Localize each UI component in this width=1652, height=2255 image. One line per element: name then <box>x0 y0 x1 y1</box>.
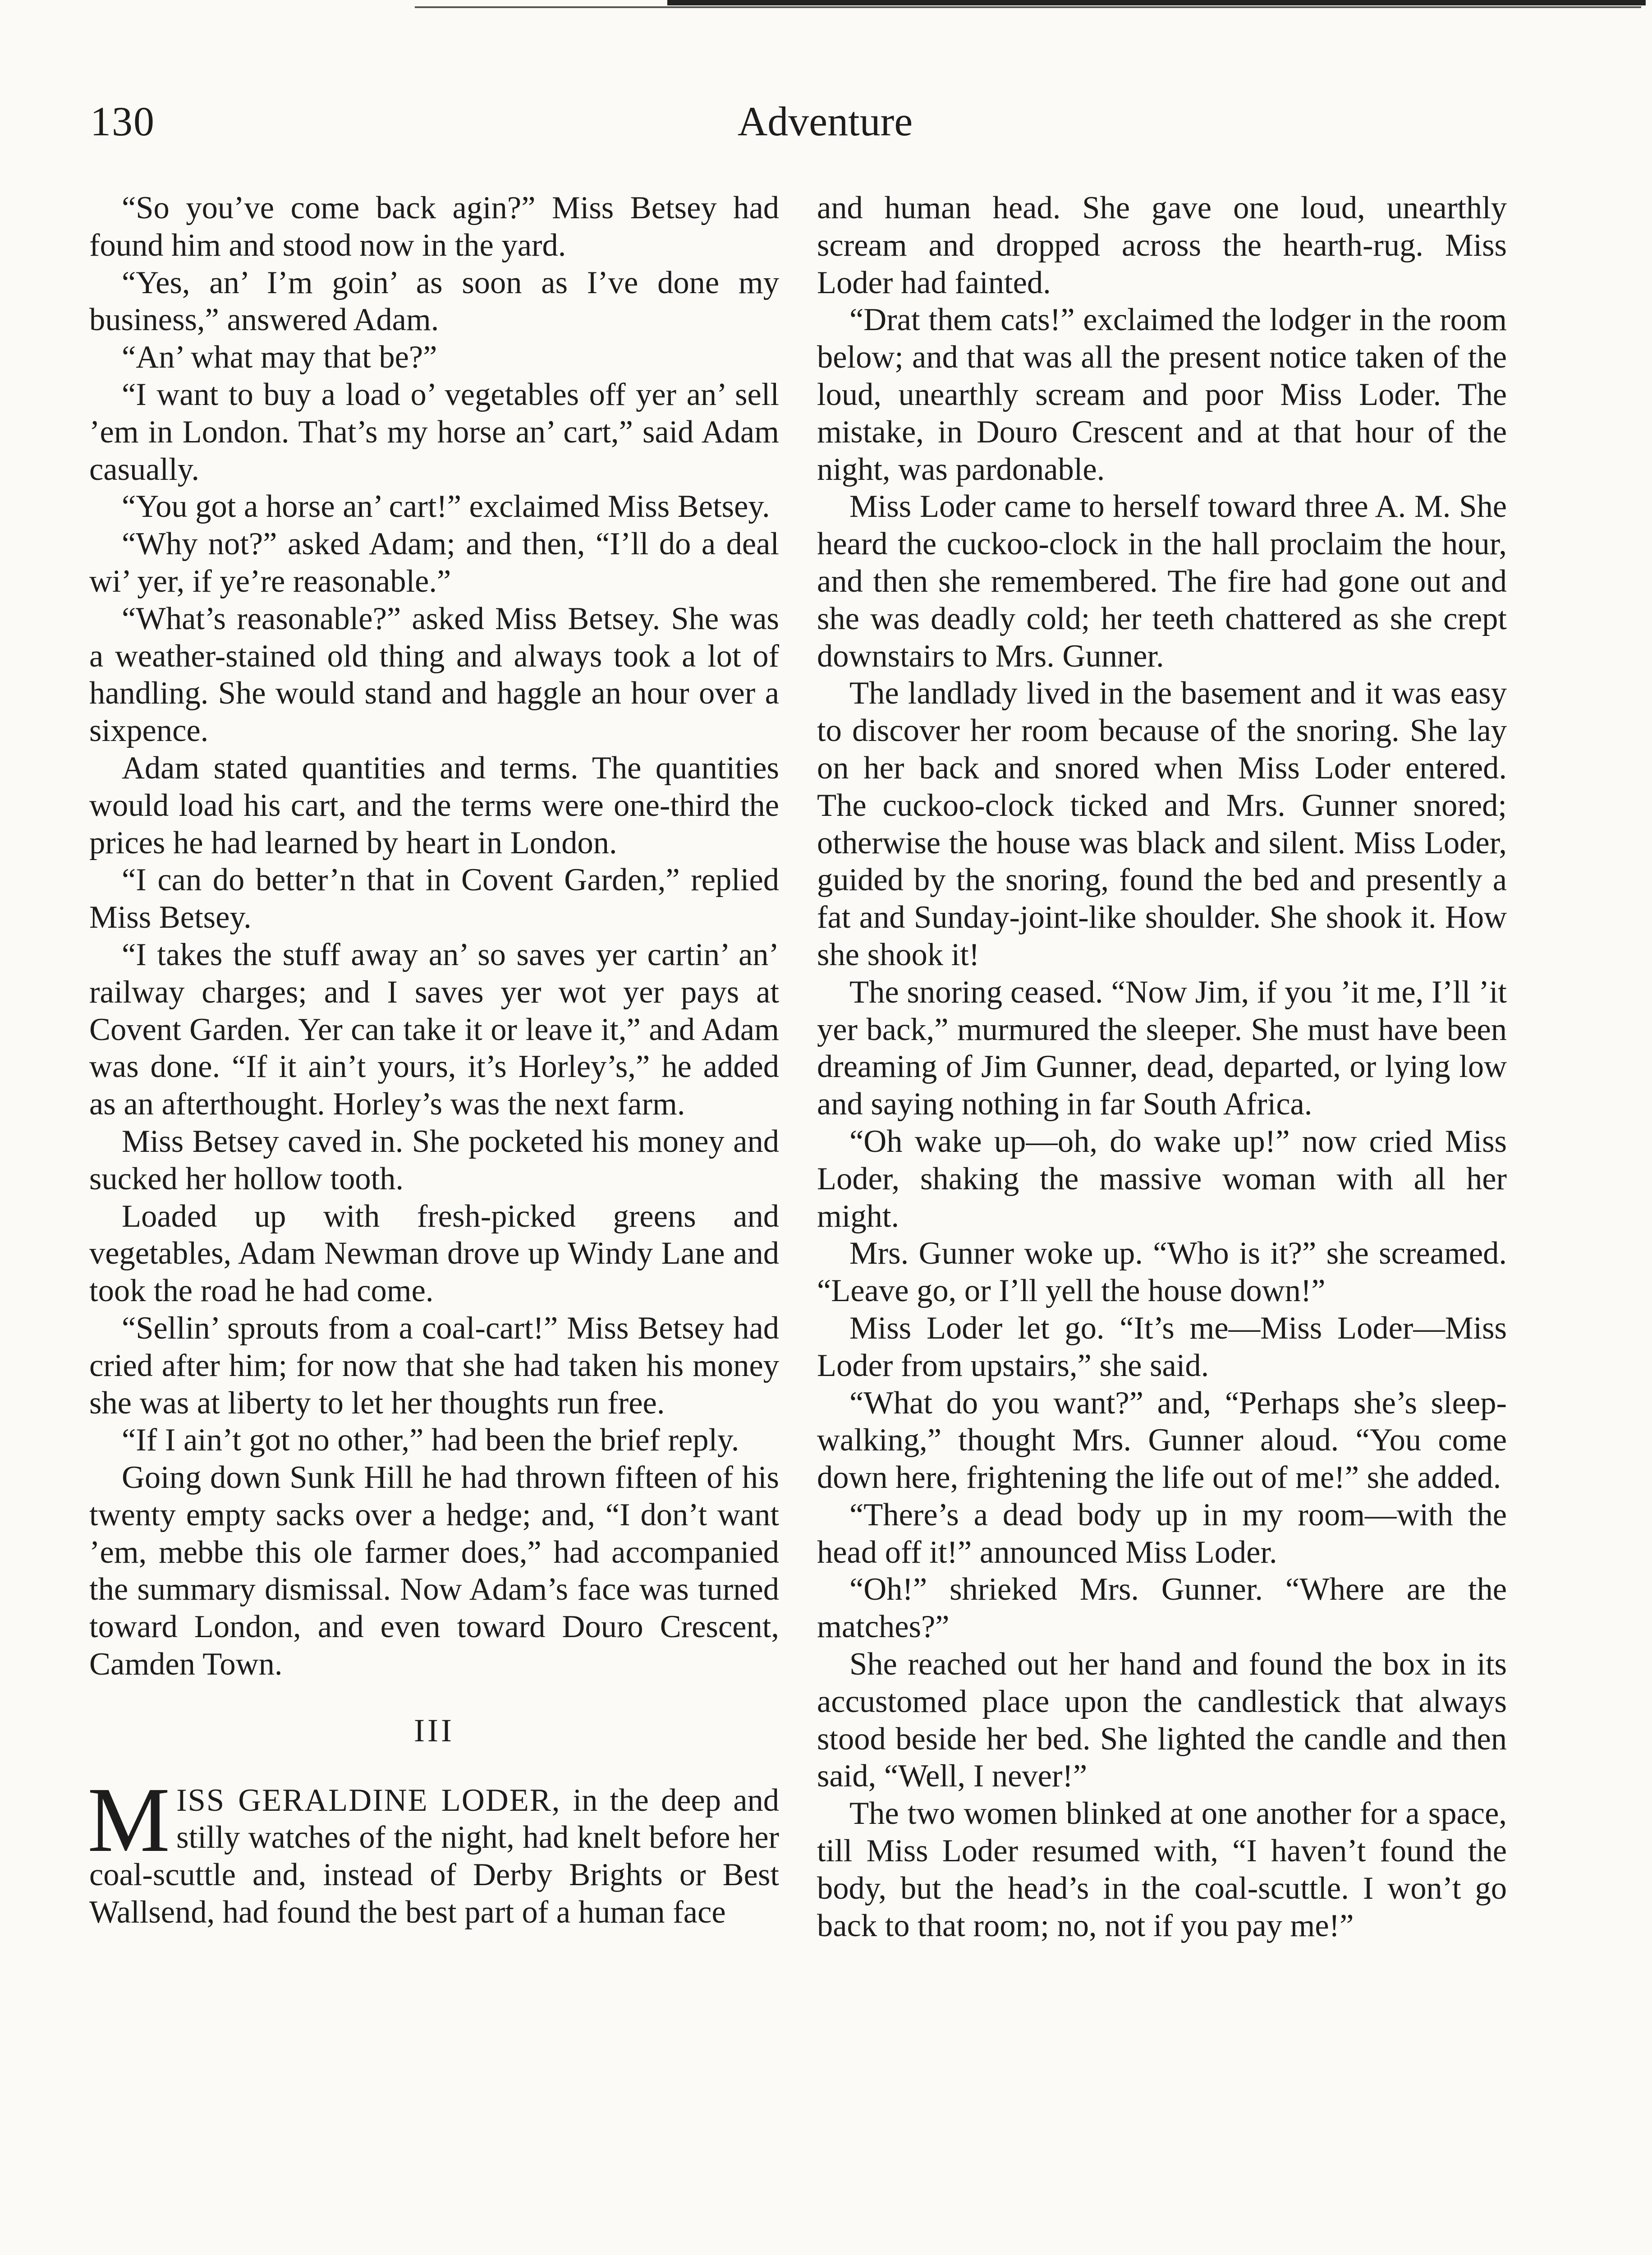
paragraph: “Sellin’ sprouts from a coal-cart!” Miss Betsey had cried after him; for now that she had taken his money she was at liberty to let her thoughts run free. <box>89 1310 779 1421</box>
top-rule <box>667 0 1646 5</box>
paragraph: “I can do better’n that in Covent Garden,” replied Miss Betsey. <box>89 862 779 935</box>
paragraph: “Oh!” shrieked Mrs. Gunner. “Where are the matches?” <box>817 1572 1507 1645</box>
paragraph: She reached out her hand and found the box in its accustomed place upon the candlestick that always stood beside her bed. She lighted the candle and then said, “Well, I never!” <box>817 1647 1507 1794</box>
right-column <box>817 189 1507 1944</box>
paragraph: Miss Betsey caved in. She pocketed his money and sucked her hollow tooth. <box>89 1123 779 1197</box>
paragraph: “There’s a dead body up in my room—with the head off it!” announced Miss Loder. <box>817 1497 1507 1570</box>
opening-lead: ISS GERALDINE LODER, <box>176 1782 561 1818</box>
paragraph: “What’s reasonable?” asked Miss Betsey. She was a weather-stained old thing and always took a lot of handling. She would stand and haggle an hour over a sixpence. <box>89 601 779 749</box>
running-head: Adventure <box>737 98 913 144</box>
paragraph: “If I ain’t got no other,” had been the brief reply. <box>122 1422 739 1458</box>
paragraph: Mrs. Gunner woke up. “Who is it?” she screamed. “Leave go, or I’ll yell the house down!” <box>817 1236 1507 1309</box>
paragraph: “What do you want?” and, “Perhaps she’s sleep-walking,” thought Mrs. Gunner aloud. “You come down here, frightening the life out of me!” she added. <box>817 1385 1507 1496</box>
page-number: 130 <box>90 98 155 144</box>
top-rule-thin <box>415 6 1641 8</box>
paragraph: “Yes, an’ I’m goin’ as soon as I’ve done my business,” answered Adam. <box>89 265 779 338</box>
page-header <box>90 97 1560 161</box>
paragraph: Loaded up with fresh-picked greens and vegetables, Adam Newman drove up Windy Lane and took the road he had come. <box>89 1198 779 1309</box>
paragraph: “So you’ve come back agin?” Miss Betsey had found him and stood now in the yard. <box>89 190 779 263</box>
paragraph: “I want to buy a load o’ vegetables off yer an’ sell ’em in London. That’s my horse an’ cart,” said Adam casually. <box>89 377 779 487</box>
paragraph: “Drat them cats!” exclaimed the lodger in the room below; and that was all the present notice taken of the loud, unearthly scream and poor Miss Loder. The mistake, in Douro Crescent and at that hour of the night, was pardonable. <box>817 302 1507 487</box>
opening-text: in the deep and stilly watches of the night, had knelt before her coal-scuttle and, instead of Derby Brights or Best Wallsend, had found the best part of a human face <box>89 1782 780 1930</box>
paragraph: The landlady lived in the basement and it was easy to discover her room because of the snoring. She lay on her back and snored when Miss Loder entered. The cuckoo-clock ticked and Mrs. Gunner snored; otherwise the house was black and silent. Miss Loder, guided by the snoring, found the bed and presently a fat and Sunday-joint-like shoulder. She shook it. How she shook it! <box>817 676 1507 972</box>
paragraph: “Oh wake up—oh, do wake up!” now cried Miss Loder, shaking the massive woman with all her might. <box>817 1123 1507 1234</box>
paragraph: “You got a horse an’ cart!” exclaimed Miss Betsey. <box>122 489 770 525</box>
paragraph: “An’ what may that be?” <box>122 340 437 375</box>
paragraph: Miss Loder let go. “It’s me—Miss Loder—Miss Loder from upstairs,” she said. <box>817 1310 1507 1383</box>
paragraph: The two women blinked at one another for a space, till Miss Loder resumed with, “I haven’t found the body, but the head’s in the coal-scuttle. I won’t go back to that room; no, not if you pay me!” <box>817 1796 1507 1943</box>
paragraph: The snoring ceased. “Now Jim, if you ’it me, I’ll ’it yer back,” murmured the sleeper. She must have been dreaming of Jim Gunner, dead, departed, or lying low and saying nothing in far South Africa. <box>817 974 1507 1122</box>
paragraph: Adam stated quantities and terms. The quantities would load his cart, and the terms were one-third the prices he had learned by heart in London. <box>89 750 779 861</box>
section-number: III <box>414 1712 454 1749</box>
paragraph: Miss Loder came to herself toward three A. M. She heard the cuckoo-clock in the hall proclaim the hour, and then she remembered. The fire had gone out and she was deadly cold; her teeth chattered as she crept downstairs to Mrs. Gunner. <box>817 489 1507 674</box>
left-column <box>89 189 779 1931</box>
paragraph: and human head. She gave one loud, unearthly scream and dropped across the hearth-rug. Miss Loder had fainted. <box>817 190 1507 300</box>
section-opening-paragraph <box>87 1767 780 1931</box>
paragraph: “I takes the stuff away an’ so saves yer cartin’ an’ railway charges; and I saves yer wot yer pays at Covent Garden. Yer can take it or leave it,” and Adam was done. “If it ain’t yours, it’s Horley’s,” he added as an afterthought. Horley’s was the next farm. <box>89 937 779 1122</box>
paragraph: “Why not?” asked Adam; and then, “I’ll do a deal wi’ yer, if ye’re reasonable.” <box>89 526 779 599</box>
paragraph: Going down Sunk Hill he had thrown fifteen of his twenty empty sacks over a hedge; and, “I don’t want ’em, mebbe this ole farmer does,” had accompanied the summary dismissal. Now Adam’s face was turned toward London, and even toward Douro Crescent, Camden Town. <box>89 1460 779 1682</box>
drop-cap: M <box>87 1767 170 1871</box>
